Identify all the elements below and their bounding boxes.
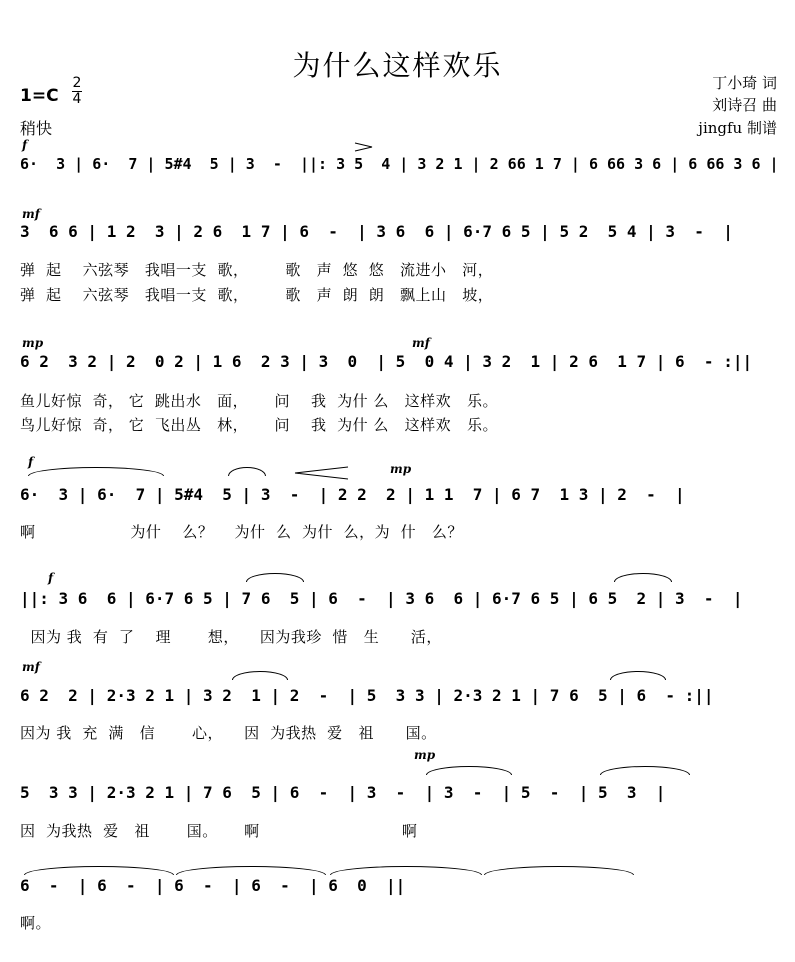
tie-mark [600,766,690,775]
lyric-row-3a: 鱼儿好惊 奇， 它 跳出水 面， 问 我 为什 么 这样欢 乐。 [20,392,498,410]
dynamic-marking: f [48,571,54,585]
tie-mark [330,866,482,875]
lyric-row-3b: 鸟儿好惊 奇， 它 飞出丛 林， 问 我 为什 么 这样欢 乐。 [20,416,498,434]
song-title: 为什么这样欢乐 [292,49,503,82]
notation-row-4: 6· 3 | 6· 7 | 5#4 5 | 3 - | 2 2 2 | 1 1 7 | 6 7 1 3 | 2 - | [20,485,685,504]
notation-row-2: 3 6 6 | 1 2 3 | 2 6 1 7 | 6 - | 3 6 6 | 6·7 6 5 | 5 2 5 4 | 3 - | [20,222,733,241]
slur-mark [614,573,672,582]
tie-mark [24,866,174,875]
slur-mark [246,573,304,582]
lyric-row-8: 啊。 [20,914,52,932]
accent-mark [354,142,374,152]
notation-row-6: 6 2 2 | 2·3 2 1 | 3 2 1 | 2 - | 5 3 3 | 2·3 2 1 | 7 6 5 | 6 - :|| [20,686,714,705]
slur-mark [28,467,164,476]
tie-mark [176,866,326,875]
time-signature-bottom: 4 [72,91,82,107]
tempo-marking: 稍快 [20,119,53,138]
lyric-row-4: 啊 为什 么？ 为什 么 为什 么，为 什 么？ [20,523,463,541]
lyric-row-6: 因为 我 充 满 信 心， 因 为我热 爱 祖 国。 [20,724,437,742]
notation-row-7: 5 3 3 | 2·3 2 1 | 7 6 5 | 6 - | 3 - | 3 - | 5 - | 5 3 | [20,783,666,802]
engraver-credit: jingfu 制谱 [698,119,777,137]
lyric-row-2b: 弹 起 六弦琴 我唱一支 歌， 歌 声 朗 朗 飘上山 坡， [20,286,494,304]
slur-mark [232,671,288,680]
tie-mark [426,766,512,775]
lyricist-credit: 丁小琦 词 [712,74,777,92]
time-signature [72,76,82,107]
dynamic-marking: mf [22,660,40,674]
slur-mark [610,671,666,680]
dynamic-marking: mp [414,748,436,762]
notation-row-5: ||: 3 6 6 | 6·7 6 5 | 7 6 5 | 6 - | 3 6 6 | 6·7 6 5 | 6 5 2 | 3 - | [20,589,743,608]
lyric-row-2a: 弹 起 六弦琴 我唱一支 歌， 歌 声 悠 悠 流进小 河， [20,261,494,279]
dynamic-marking: f [28,455,34,469]
lyric-row-5: 因为 我 有 了 理 想， 因为我珍 惜 生 活， [20,628,442,646]
notation-row-8: 6 - | 6 - | 6 - | 6 - | 6 0 || [20,876,406,895]
key-signature: 1=C [20,86,59,106]
dynamic-marking: mp [390,462,412,476]
dynamic-marking: mf [22,207,40,221]
time-signature-top: 2 [72,75,82,91]
dynamic-marking: mf [412,336,430,350]
dynamic-marking: mp [22,336,44,350]
crescendo-mark [294,466,350,480]
tie-mark [484,866,634,875]
slur-mark [228,467,266,476]
dynamic-marking: f [22,138,28,152]
lyric-row-7: 因 为我热 爱 祖 国。 啊 啊 [20,822,418,840]
notation-row-3: 6 2 3 2 | 2 0 2 | 1 6 2 3 | 3 0 | 5 0 4 | 3 2 1 | 2 6 1 7 | 6 - :|| [20,352,753,371]
composer-credit: 刘诗召 曲 [712,96,777,114]
notation-row-1: 6· 3 | 6· 7 | 5#4 5 | 3 - ||: 3 5 4 | 3 2 1 | 2 66 1 7 | 6 66 3 6 | 6 66 3 6 | [20,155,779,173]
